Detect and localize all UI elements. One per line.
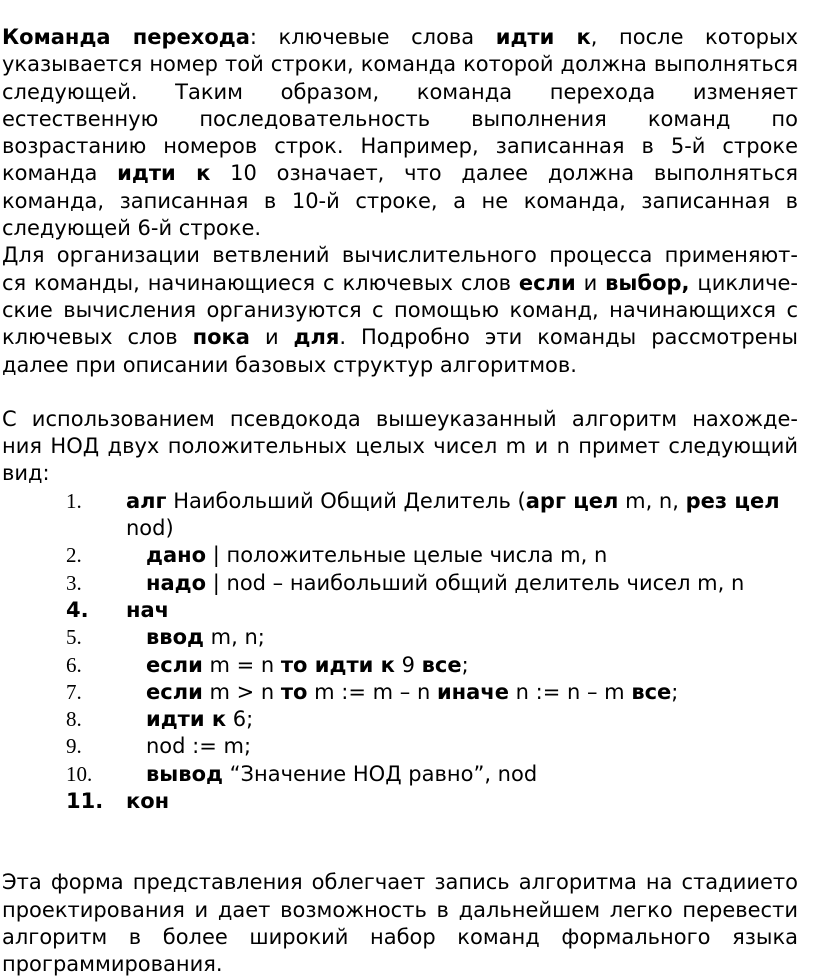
code-text: m := m – n [307, 679, 437, 704]
algorithm-line [2, 597, 798, 624]
keyword: рез цел [685, 488, 780, 513]
code-text: nod := m; [146, 734, 252, 759]
keyword: для [293, 325, 340, 350]
keyword: идти к [146, 707, 227, 732]
keyword: нач [126, 597, 170, 622]
line-content [126, 543, 607, 567]
code-text: | nod – наибольший общий делитель чисел m, n [206, 570, 745, 595]
keyword: то идти к [280, 652, 395, 677]
line-content [126, 734, 251, 758]
paragraph-gap [2, 815, 798, 842]
algorithm-line [2, 761, 798, 788]
keyword: идти к [117, 161, 211, 186]
line-number: 1. [66, 488, 82, 513]
document-page [2, 24, 798, 979]
line-number: 10. [66, 761, 93, 786]
text-segment: и [249, 325, 294, 350]
code-text: “Значение НОД равно”, nod [222, 761, 538, 786]
text-segment: 10 означает, что далее должна выполняться команда, записанная в 10-й строке, а не команда, записанная в следующей 6-й строке. [2, 161, 799, 241]
paragraph-conclusion: Эта форма представления облегчает запись алгоритма на стадиието проектирования и дает возможность в дальнейшем легко перевести алгоритм в более широкий набор команд формального языка программирования. [2, 870, 798, 977]
keyword: арг цел [525, 488, 619, 513]
text-segment: , после которых указывается номер той строки, команда которой должна выполняться следующей. Таким образом, команда перехода изменяет естественную последовательность выполнения команд по возрастанию номеров строк. Например, записанная в 5-й строке команда [2, 25, 799, 186]
line-content [126, 789, 169, 813]
code-text: m = n [202, 652, 281, 677]
algorithm-line [2, 542, 798, 569]
keyword: если [518, 270, 576, 295]
algorithm-line [2, 624, 798, 651]
keyword: кон [126, 789, 170, 814]
code-text: m, n; [203, 625, 265, 650]
text-segment: . Подробно эти команды рассмотрены далее при описании базовых структур алгоритмов. [2, 325, 798, 377]
line-content [126, 625, 265, 649]
paragraph-gap [2, 379, 798, 406]
code-text: nod) [126, 516, 174, 541]
algorithm-line [2, 733, 798, 760]
line-number: 8. [66, 707, 82, 732]
line-content [126, 680, 678, 704]
paragraph-gap [2, 842, 798, 869]
line-number: 11. [66, 789, 104, 814]
keyword: то [280, 679, 308, 704]
paragraph-pseudocode-intro: С использованием псевдокода вышеуказанный алгоритм нахожде- ния НОД двух положительных целых чисел m и n примет следующий вид: [2, 406, 798, 486]
code-text: Наибольший Общий Делитель ( [166, 488, 526, 513]
code-text: 6; [226, 707, 254, 732]
code-text: ; [461, 652, 469, 677]
code-text: n := n – m [509, 679, 632, 704]
keyword: если [146, 679, 203, 704]
line-content [126, 762, 537, 786]
line-content [126, 489, 780, 540]
line-number: 4. [66, 597, 89, 622]
code-text: | положительные целые числа m, n [206, 543, 608, 568]
line-number: 9. [66, 734, 82, 759]
term-goto-command: Команда перехода [2, 25, 250, 49]
paragraph-goto-command [2, 24, 798, 242]
keyword: если [146, 652, 203, 677]
code-text: ; [671, 679, 679, 704]
line-number: 3. [66, 570, 82, 595]
algorithm-line [2, 706, 798, 733]
line-number: 6. [66, 652, 82, 677]
keyword: дано [146, 543, 207, 568]
line-number: 2. [66, 543, 82, 568]
text-segment: цикличе- ские вычисления организуются с помощью команд, начинающихся с ключевых слов [2, 270, 799, 350]
algorithm-line [2, 679, 798, 706]
keyword: вывод [146, 761, 223, 786]
keyword: надо [146, 570, 207, 595]
keyword: ввод [146, 625, 204, 650]
line-content [126, 707, 253, 731]
algorithm-line [2, 570, 798, 597]
keyword: все [421, 652, 462, 677]
line-content [126, 598, 169, 622]
code-text: 9 [394, 652, 422, 677]
keyword: иначе [436, 679, 509, 704]
algorithm-line [2, 652, 798, 679]
line-content [126, 571, 744, 595]
algorithm-listing [2, 488, 798, 816]
keyword: пока [192, 325, 250, 350]
paragraph-branching [2, 242, 798, 378]
algorithm-line [2, 488, 798, 543]
text-segment: и [575, 270, 606, 295]
text-segment: : ключевые слова [249, 25, 496, 49]
line-content [126, 653, 469, 677]
text-segment: Для организации ветвлений вычислительного процесса применяют- ся команды, начинающиеся с ключевых слов [2, 243, 798, 295]
code-text: m, n, [618, 488, 686, 513]
keyword: все [631, 679, 672, 704]
line-number: 5. [66, 625, 82, 650]
keyword: идти к [495, 25, 591, 49]
keyword: выбор, [605, 270, 690, 295]
algorithm-line [2, 788, 798, 815]
code-text: m > n [202, 679, 281, 704]
line-number: 7. [66, 679, 82, 704]
keyword: алг [126, 488, 167, 513]
